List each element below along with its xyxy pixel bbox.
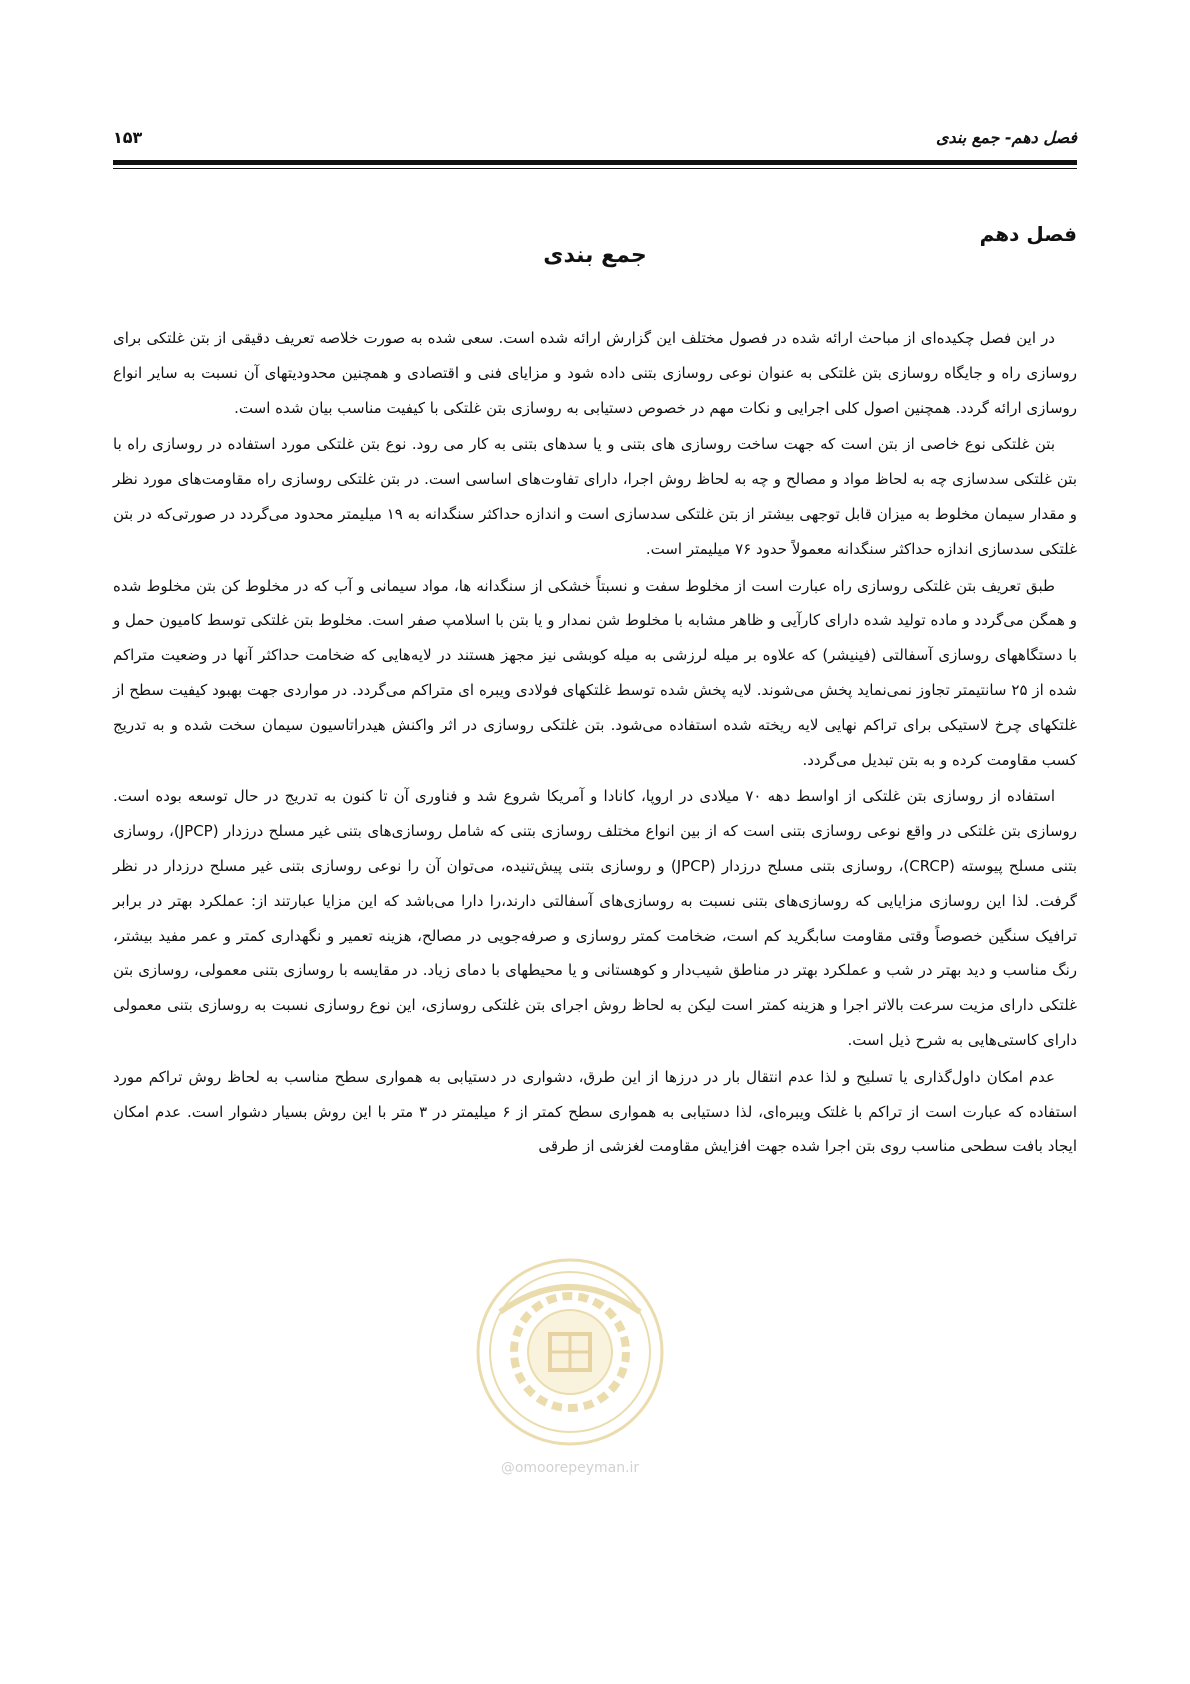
chapter-label: فصل دهم [979, 222, 1077, 246]
paragraph-4: استفاده از روسازی بتن غلتکی از اواسط دهه ۷۰ میلادی در اروپا، کانادا و آمریکا شروع شد و فناوری آن تا کنون به تدریج در حال توسعه بوده است. روسازی بتن غلتکی در واقع نوعی روسازی بتنی است که از بین انواع مختلف روسازی بتنی که شامل روسازی‌های بتنی غیر مسلح درزدار (JPCP)، روسازی بتنی مسلح پیوسته (CRCP)، روسازی بتنی مسلح درزدار (JPCP) و روسازی بتنی پیش‌تنیده، می‌توان آن را نوعی روسازی بتنی غیر مسلح درزدار در نظر گرفت. لذا این روسازی مزایایی که روسازی‌های بتنی نسبت به روسازی‌های آسفالتی دارند،را دارا می‌باشد که این مزایا عبارتند از: عملکرد بهتر در برابر ترافیک سنگین خصوصاً وقتی مقاومت سابگرید کم است، ضخامت کمتر روسازی و صرفه‌جویی در مصالح، هزینه تعمیر و نگهداری کمتر و عمر مفید بیشتر، رنگ مناسب و دید بهتر در شب و عملکرد بهتر در مناطق شیب‌دار و کوهستانی و یا محیطهای با دمای زیاد. در مقایسه با روسازی بتنی معمولی، روسازی بتن غلتکی دارای مزیت سرعت بالاتر اجرا و هزینه کمتر است لیکن به لحاظ روش اجرای بتن غلتکی روسازی، این نوع روسازی نسبت به روسازی بتنی معمولی دارای کاستی‌هایی به شرح ذیل است. [113, 787, 1077, 1049]
page-number: ۱۵۳ [113, 128, 143, 147]
running-header [113, 128, 1077, 156]
watermark-logo-icon [470, 1252, 670, 1457]
body-text [113, 321, 1077, 1166]
paragraph-2: بتن غلتکی نوع خاصی از بتن است که جهت ساخت روسازی های بتنی و یا سدهای بتنی به کار می رود. نوع بتن غلتکی مورد استفاده در روسازی راه با بتن غلتکی سدسازی چه به لحاظ مواد و مصالح و چه به لحاظ روش اجرا، دارای تفاوت‌های اساسی است. در بتن غلتکی روسازی راه مقاومت‌های مورد نظر و مقدار سیمان مخلوط به میزان قابل توجهی بیشتر از بتن غلتکی سدسازی است و اندازه حداکثر سنگدانه به ۱۹ میلیمتر محدود می‌گردد در صورتی‌که در بتن غلتکی سدسازی اندازه حداکثر سنگدانه معمولاً حدود ۷۶ میلیمتر است. [113, 435, 1077, 558]
paragraph-5: عدم امکان داول‌گذاری یا تسلیح و لذا عدم انتقال بار در درزها از این طرق، دشواری در دستیابی به همواری سطح مناسب به لحاظ روش تراکم مورد استفاده که عبارت است از تراکم با غلتک ویبره‌ای، لذا دستیابی به همواری سطح کمتر از ۶ میلیمتر در ۳ متر با این روش بسیار دشوار است. عدم امکان ایجاد بافت سطحی مناسب روی بتن اجرا شده جهت افزایش مقاومت لغزشی از طرقی [113, 1067, 1077, 1156]
watermark-url: @omoorepeyman.ir [500, 1460, 640, 1476]
watermark [470, 1252, 670, 1482]
running-header-title: فصل دهم- جمع بندی [935, 128, 1077, 147]
paragraph-1: در این فصل چکیده‌ای از مباحث ارائه شده در فصول مختلف این گزارش ارائه شده است. سعی شده به صورت خلاصه تعریف دقیقی از بتن غلتکی برای روسازی راه و جایگاه روسازی بتن غلتکی به عنوان نوعی روسازی بتنی داده شود و مزایای فنی و اقتصادی و همچنین محدودیتهای آن نسبت به سایر انواع روسازی ارائه گردد. همچنین اصول کلی اجرایی و نکات مهم در خصوص دستیابی به روسازی بتن غلتکی با کیفیت مناسب بیان شده است. [113, 329, 1077, 417]
header-rule-thick [113, 160, 1077, 165]
header-rule-thin [113, 168, 1077, 169]
paragraph-3: طبق تعریف بتن غلتکی روسازی راه عبارت است از مخلوط سفت و نسبتاً خشکی از سنگدانه ها، مواد سیمانی و آب که در مخلوط کن بتن مخلوط شده و همگن می‌گردد و ماده تولید شده دارای کارآیی و ظاهر مشابه با مخلوط شن نمدار و یا بتن با اسلامپ صفر است. مخلوط بتن غلتکی توسط کامیون حمل و با دستگاههای روسازی آسفالتی (فینیشر) که علاوه بر میله لرزشی به میله کوبشی نیز مجهز هستند در لایه‌هایی که ضخامت حداکثر آنها در وضعیت متراکم شده از ۲۵ سانتیمتر تجاوز نمی‌نماید پخش می‌شوند. لایه پخش شده توسط غلتکهای فولادی ویبره ای متراکم می‌گردد. در مواردی جهت بهبود کیفیت سطح از غلتکهای چرخ لاستیکی برای تراکم نهایی لایه ریخته شده استفاده می‌شود. بتن غلتکی روسازی در اثر واکنش هیدراتاسیون سیمان سخت شده و به تدریج کسب مقاومت کرده و به بتن تبدیل می‌گردد. [113, 576, 1077, 769]
section-title: جمع بندی [543, 243, 647, 268]
